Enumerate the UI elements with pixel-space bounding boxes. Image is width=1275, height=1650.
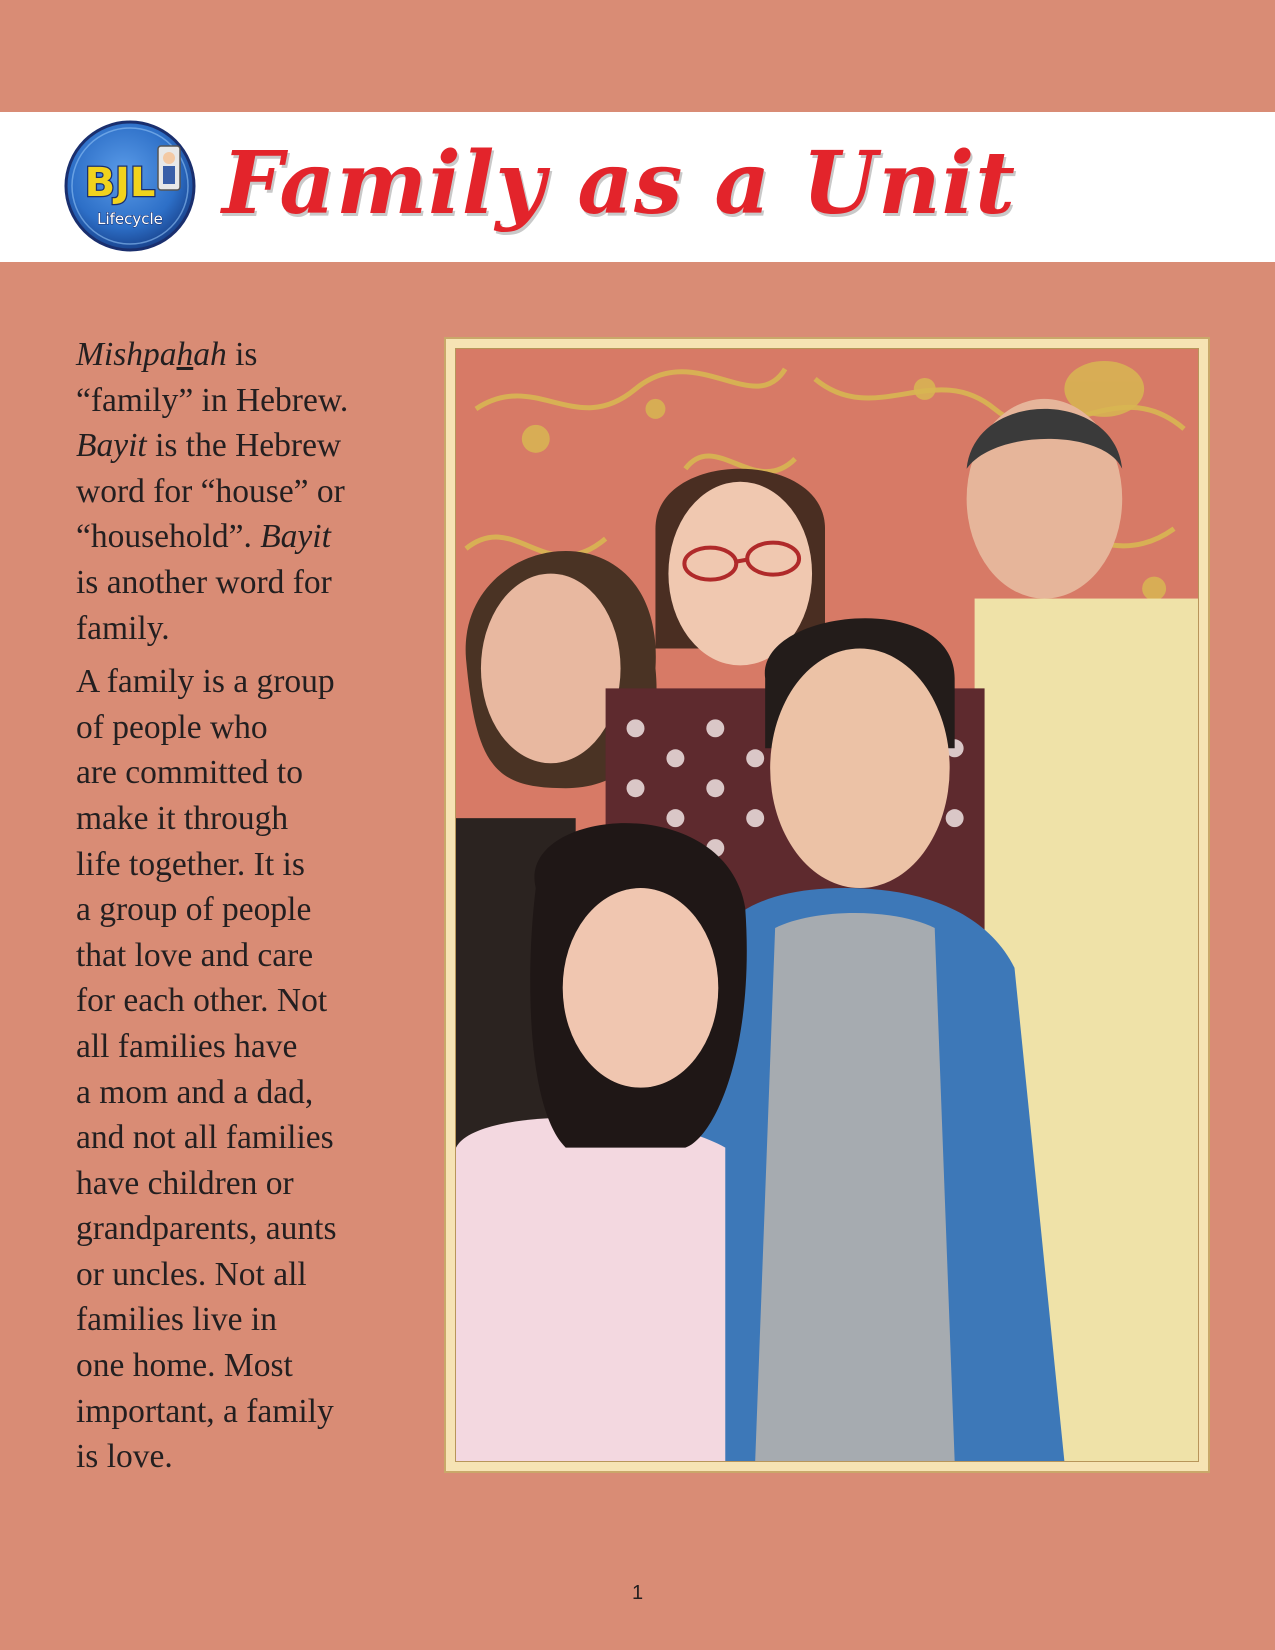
- body-text: [76, 332, 406, 1480]
- bayit-word: Bayit: [76, 427, 147, 465]
- text-line: word for “house” or: [76, 472, 345, 510]
- text-fragment: is the Hebrew: [146, 427, 342, 465]
- mishpahah-part-b: ah: [193, 336, 227, 373]
- text-line: for each other. Not: [76, 982, 328, 1020]
- text-line: and not all families: [76, 1119, 334, 1157]
- text-fragment: “household”.: [76, 518, 261, 556]
- text-line: a mom and a dad,: [76, 1073, 314, 1111]
- text-line: or uncles. Not all: [76, 1255, 307, 1293]
- family-photo: [455, 348, 1199, 1462]
- mishpahah-part-a: Mishpa: [76, 336, 177, 373]
- logo-bjl-text: BJL: [84, 160, 156, 206]
- text-line: all families have: [76, 1027, 298, 1065]
- logo-lifecycle-text: Lifecycle: [97, 210, 163, 228]
- mom-face: [481, 574, 621, 764]
- younger-girl-pink-top: [456, 1118, 725, 1461]
- page-number: 1: [631, 1582, 644, 1604]
- text-line: is another word for: [76, 563, 332, 601]
- bayit-word: Bayit: [260, 518, 331, 556]
- text-line: A family is a group: [76, 663, 335, 701]
- text-line: [76, 423, 406, 469]
- mishpahah-underlined-h: h: [176, 336, 194, 373]
- text-line: “family” in Hebrew.: [76, 381, 349, 419]
- text-line: family.: [76, 609, 170, 647]
- text-line: of people who: [76, 708, 268, 746]
- text-line: important, a family: [76, 1392, 334, 1430]
- text-line: [76, 514, 406, 560]
- text-line: have children or: [76, 1164, 294, 1202]
- page-title: Family as a Unit: [222, 133, 1016, 234]
- family-photo-frame: [444, 337, 1210, 1473]
- text-line: one home. Most: [76, 1347, 293, 1385]
- paragraph-2: [76, 659, 406, 1480]
- text-line: life together. It is: [76, 845, 305, 883]
- text-line: a group of people: [76, 891, 312, 929]
- text-line: [76, 332, 406, 378]
- text-line: families live in: [76, 1301, 277, 1339]
- text-line: that love and care: [76, 936, 314, 974]
- text-line: make it through: [76, 799, 289, 837]
- text-line: are committed to: [76, 754, 303, 792]
- boy-grey-shirt: [755, 913, 954, 1461]
- paragraph-1: [76, 332, 406, 651]
- bjl-lifecycle-logo: [62, 118, 198, 254]
- text-line: is love.: [76, 1438, 173, 1476]
- boy-face: [770, 648, 950, 888]
- text-fragment: is: [226, 336, 258, 373]
- text-line: grandparents, aunts: [76, 1210, 337, 1248]
- younger-girl-face: [563, 888, 719, 1088]
